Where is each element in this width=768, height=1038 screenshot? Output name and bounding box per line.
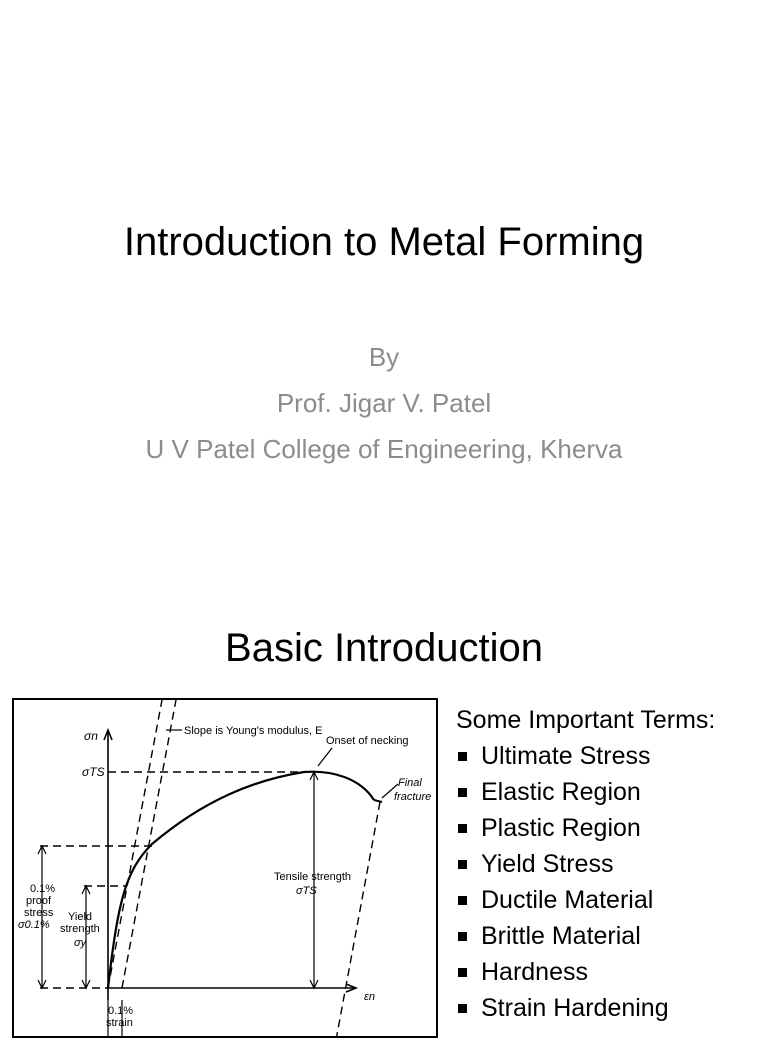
bullet-icon — [458, 752, 467, 761]
bullet-icon — [458, 896, 467, 905]
yield-label-1: Yield — [68, 911, 93, 923]
sigma-ts-label: σTS — [82, 765, 105, 779]
y-axis-label: σn — [84, 729, 98, 743]
fracture-end — [374, 800, 382, 802]
bullet-icon — [458, 860, 467, 869]
bullet-icon — [458, 1004, 467, 1013]
term-item — [456, 738, 766, 774]
subtitle-line-institution: U V Patel College of Engineering, Kherva — [145, 434, 623, 464]
term-item — [456, 882, 766, 918]
term-label: Elastic Region — [481, 778, 641, 806]
stress-strain-svg — [14, 700, 438, 1038]
slope-label: Slope is Young's modulus, E — [184, 725, 323, 737]
fracture-label-1: Final — [398, 777, 422, 789]
yield-label-2: strength — [60, 923, 100, 935]
stress-strain-diagram — [12, 698, 438, 1038]
terms-heading: Some Important Terms: — [456, 706, 716, 734]
x-axis-label: εn — [364, 991, 375, 1003]
term-label: Ultimate Stress — [481, 742, 651, 770]
proof-label-1: 0.1% — [30, 883, 56, 895]
bullet-icon — [458, 968, 467, 977]
subtitle-line-by: By — [368, 342, 400, 372]
yield-label-3: σy — [74, 937, 87, 949]
term-item — [456, 990, 766, 1026]
slide-title: Introduction to Metal Forming — [123, 220, 645, 264]
term-item — [456, 846, 766, 882]
bullet-icon — [458, 788, 467, 797]
bullet-icon — [458, 932, 467, 941]
terms-list — [456, 702, 766, 1026]
offset-line — [122, 700, 176, 988]
necking-leader — [318, 748, 332, 766]
tensile-symbol-label: σTS — [296, 885, 317, 897]
term-label: Yield Stress — [481, 850, 614, 878]
term-item — [456, 774, 766, 810]
term-item — [456, 918, 766, 954]
subtitle-line-author: Prof. Jigar V. Patel — [276, 388, 492, 418]
proof-label-3: stress — [24, 907, 54, 919]
term-label: Plastic Region — [481, 814, 641, 842]
term-label: Ductile Material — [481, 886, 654, 914]
proof-label-4: σ0.1% — [18, 919, 50, 931]
content-slide — [0, 578, 768, 1029]
strain-label-2: strain — [106, 1017, 133, 1029]
bullet-icon — [458, 824, 467, 833]
elastic-slope-line — [108, 700, 162, 988]
tensile-strength-label: Tensile strength — [274, 871, 352, 883]
term-item — [456, 810, 766, 846]
slide-subtitle — [0, 334, 768, 472]
term-label: Hardness — [481, 958, 588, 986]
fracture-label-2: fracture — [394, 791, 432, 803]
term-label: Strain Hardening — [481, 994, 669, 1022]
term-label: Brittle Material — [481, 922, 641, 950]
necking-label: Onset of necking — [326, 735, 409, 747]
term-item — [456, 954, 766, 990]
proof-label-2: proof — [26, 895, 52, 907]
strain-label-1: 0.1% — [108, 1005, 134, 1017]
slide-title: Basic Introduction — [225, 626, 543, 670]
